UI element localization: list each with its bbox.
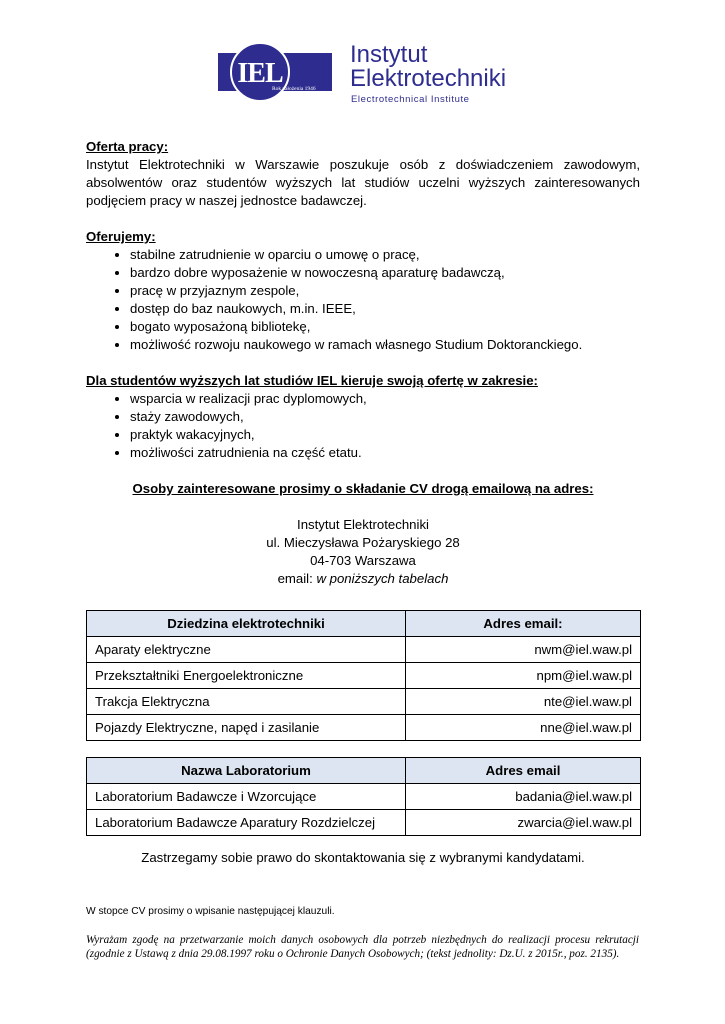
list-item: • staży zawodowych, <box>130 408 640 426</box>
table-row <box>87 810 641 836</box>
list-item: • wsparcia w realizacji prac dyplomowych, <box>130 390 640 408</box>
contact-city: 04-703 Warszawa <box>310 553 416 568</box>
table-cell: Pojazdy Elektryczne, napęd i zasilanie <box>87 715 406 741</box>
table-row <box>87 784 641 810</box>
table-row <box>87 715 641 741</box>
contact-email-label: email: <box>277 571 313 586</box>
email-link[interactable]: zwarcia@iel.waw.pl <box>406 810 641 836</box>
logo-name-line2: Elektrotechniki <box>350 65 507 92</box>
table-row <box>87 637 641 663</box>
consent-clause: Wyrażam zgodę na przetwarzanie moich danych osobowych dla potrzeb niezbędnych do realizacji procesu rekrutacji (zgodnie z Ustawą z dnia 29.08.1997 roku o Ochronie Danych Osobowych; (tekst jednolity: Dz.U. z 2015r., poz. 2135). <box>86 934 639 960</box>
table-header-cell: Dziedzina elektrotechniki <box>87 611 406 637</box>
list-item: • bardzo dobre wyposażenie w nowoczesną aparaturę badawczą, <box>130 264 640 282</box>
table-header-row <box>87 611 641 637</box>
logo-emblem <box>230 42 290 102</box>
email-link[interactable]: nte@iel.waw.pl <box>406 689 641 715</box>
table-cell: Trakcja Elektryczna <box>87 689 406 715</box>
offer-content <box>86 138 640 588</box>
offer-intro: Instytut Elektrotechniki w Warszawie poszukuje osób z doświadczeniem zawodowym, absolwentów oraz studentów wyższych lat studiów uczelni wyższych zainteresowanych podjęciem pracy w naszej jednostce badawczej. <box>86 157 640 208</box>
students-heading: Dla studentów wyższych lat studiów IEL kieruje swoją ofertę w zakresie: <box>86 373 538 388</box>
list-item: • możliwości zatrudnienia na część etatu. <box>130 444 640 462</box>
domain-email-table <box>86 610 641 741</box>
table-row <box>87 663 641 689</box>
contact-heading: Osoby zainteresowane prosimy o składanie CV drogą emailową na adres: <box>132 481 594 496</box>
table-cell: Laboratorium Badawcze i Wzorcujące <box>87 784 406 810</box>
logo-name-line1: Instytut <box>350 41 428 68</box>
table-row <box>87 689 641 715</box>
logo-mark: IEL <box>237 58 283 89</box>
contact-org: Instytut Elektrotechniki <box>297 517 429 532</box>
logo-founded: Rok założenia 1946 <box>272 86 316 92</box>
email-link[interactable]: nne@iel.waw.pl <box>406 715 641 741</box>
laboratory-email-table <box>86 757 641 836</box>
contact-street: ul. Mieczysława Pożaryskiego 28 <box>266 535 460 550</box>
reserve-note: Zastrzegamy sobie prawo do skontaktowania się z wybranymi kandydatami. <box>141 850 585 865</box>
table-header-cell: Nazwa Laboratorium <box>87 758 406 784</box>
students-list <box>86 390 640 462</box>
table-header-cell: Adres email: <box>406 611 641 637</box>
list-item: • pracę w przyjaznym zespole, <box>130 282 640 300</box>
contact-email-line <box>86 570 640 588</box>
footer-note: W stopce CV prosimy o wpisanie następującej klauzuli. <box>86 906 335 917</box>
list-item: • praktyk wakacyjnych, <box>130 426 640 444</box>
list-item: • możliwość rozwoju naukowego w ramach własnego Studium Doktoranckiego. <box>130 336 640 354</box>
logo-name-english: Electrotechnical Institute <box>351 94 470 105</box>
table-header-row <box>87 758 641 784</box>
institute-logo <box>218 42 518 106</box>
email-link[interactable]: npm@iel.waw.pl <box>406 663 641 689</box>
list-item: • bogato wyposażoną bibliotekę, <box>130 318 640 336</box>
email-link[interactable]: badania@iel.waw.pl <box>406 784 641 810</box>
email-link[interactable]: nwm@iel.waw.pl <box>406 637 641 663</box>
we-offer-list <box>86 246 640 354</box>
contact-email-value: w poniższych tabelach <box>316 571 449 586</box>
table-cell: Aparaty elektryczne <box>87 637 406 663</box>
list-item: • dostęp do baz naukowych, m.in. IEEE, <box>130 300 640 318</box>
table-header-cell: Adres email <box>406 758 641 784</box>
we-offer-heading: Oferujemy: <box>86 229 156 244</box>
offer-heading: Oferta pracy: <box>86 139 169 154</box>
list-item: • stabilne zatrudnienie w oparciu o umowę o pracę, <box>130 246 640 264</box>
table-cell: Przekształtniki Energoelektroniczne <box>87 663 406 689</box>
table-cell: Laboratorium Badawcze Aparatury Rozdzielczej <box>87 810 406 836</box>
